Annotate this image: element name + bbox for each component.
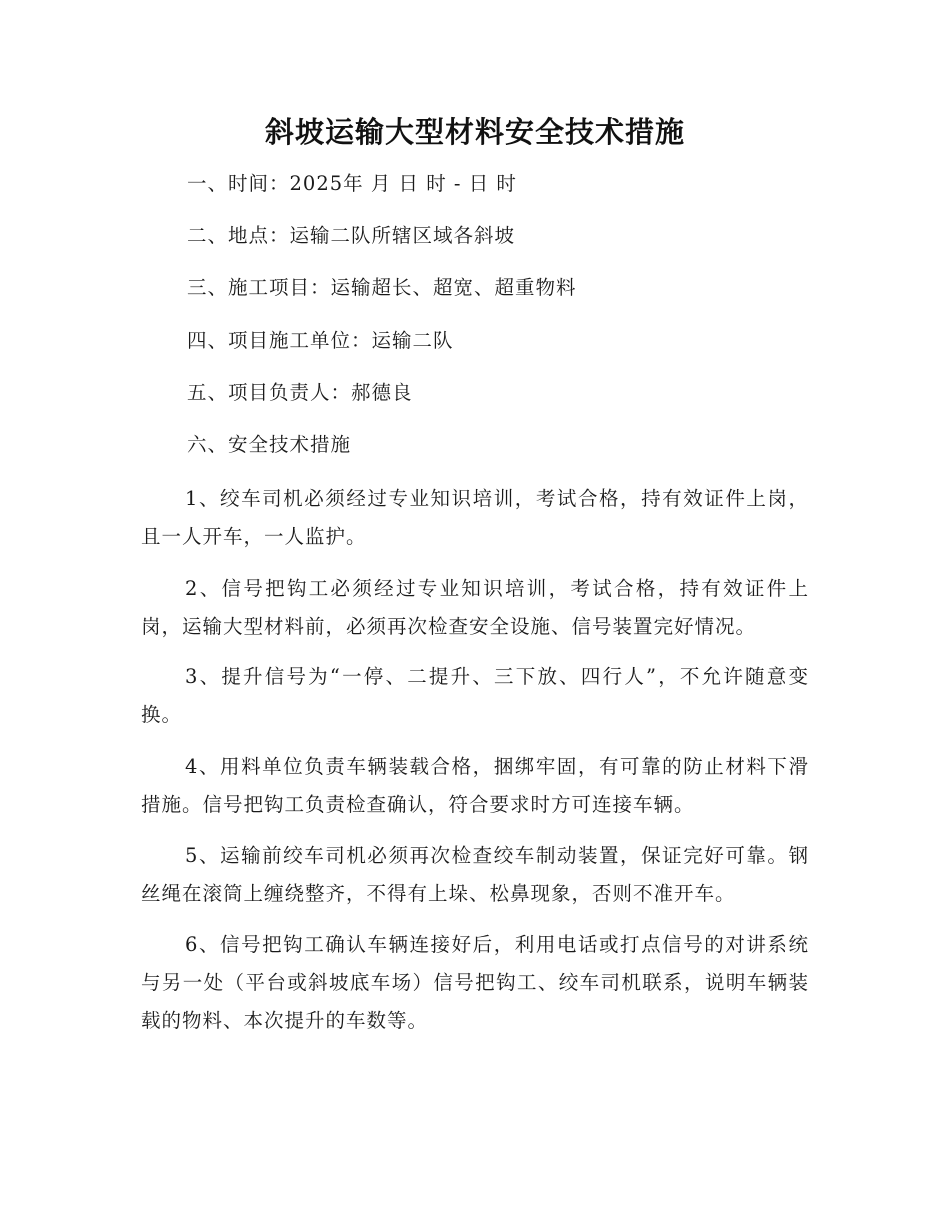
document-title: 斜坡运输大型材料安全技术措施 [264, 115, 685, 149]
measure-6: 6、信号把钩工确认车辆连接好后，利用电话或打点信号的对讲系统与另一处（平台或斜坡底车场）信号把钩工、绞车司机联系，说明车辆装载的物料、本次提升的车数等。 [141, 933, 809, 1032]
measure-1: 1、绞车司机必须经过专业知识培训，考试合格，持有效证件上岗，且一人开车，一人监护。 [141, 487, 809, 548]
measure-4: 4、用料单位负责车辆装载合格，捆绑牢固，有可靠的防止材料下滑措施。信号把钩工负责检查确认，符合要求时方可连接车辆。 [141, 755, 809, 816]
info-unit: 四、项目施工单位：运输二队 [187, 329, 454, 352]
measure-3: 3、提升信号为“一停、二提升、三下放、四行人”，不允许随意变换。 [141, 665, 809, 726]
info-location: 二、地点：运输二队所辖区域各斜坡 [187, 224, 516, 247]
info-leader: 五、项目负责人：郝德良 [187, 381, 413, 404]
measure-5: 5、运输前绞车司机必须再次检查绞车制动装置，保证完好可靠。钢丝绳在滚筒上缠绕整齐，不得有上垛、松鼻现象，否则不准开车。 [141, 844, 809, 905]
info-project: 三、施工项目：运输超长、超宽、超重物料 [187, 276, 577, 299]
info-time: 一、时间：2025年 月 日 时 - 日 时 [187, 172, 517, 195]
info-section-heading: 六、安全技术措施 [187, 433, 352, 456]
measure-2: 2、信号把钩工必须经过专业知识培训，考试合格，持有效证件上岗，运输大型材料前，必须再次检查安全设施、信号装置完好情况。 [141, 577, 809, 638]
